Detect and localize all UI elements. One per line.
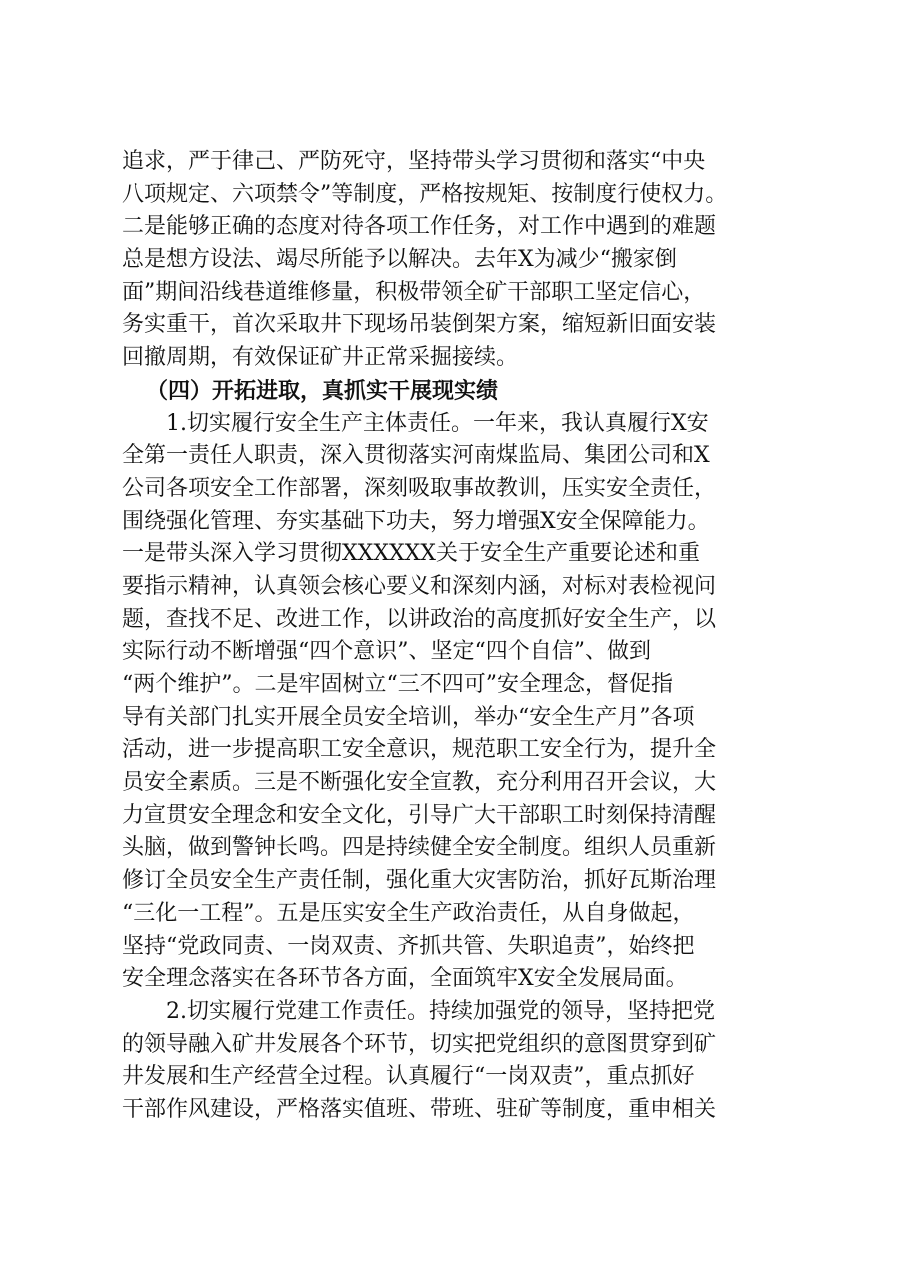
text-line: 头脑，做到警钟长鸣。四是持续健全安全制度。组织人员重新 [122, 835, 717, 861]
text-line: 公司各项安全工作部署，深刻吸取事故教训，压实安全责任， [122, 475, 717, 501]
text-line: 干部作风建设，严格落实值班、带班、驻矿等制度，重申相关 [122, 1096, 717, 1122]
document-body [122, 146, 802, 1127]
text-line: “两个维护”。二是牢固树立“三不四可”安全理念，督促指 [122, 672, 673, 697]
text-line: 的领导融入矿井发展各个环节，切实把党组织的意图贯穿到矿 [122, 1031, 717, 1057]
text-line: 追求，严于律己、严防死守，坚持带头学习贯彻和落实“中央 [122, 149, 706, 174]
text-line: 活动，进一步提高职工安全意识，规范职工安全行为，提升全 [122, 737, 717, 763]
text-line: 员安全素质。三是不断强化安全宣教，充分利用召开会议，大 [122, 770, 717, 796]
text-line: 1.切实履行安全生产主体责任。一年来，我认真履行X安 [166, 410, 709, 436]
text-line: 二是能够正确的态度对待各项工作任务，对工作中遇到的难题 [122, 214, 717, 240]
text-line: 实际行动不断增强“四个意识”、坚定“四个自信”、做到 [122, 639, 651, 665]
text-line: 井发展和生产经营全过程。认真履行“一岗双责”，重点抓好 [122, 1064, 695, 1090]
text-line: 力宣贯安全理念和安全文化，引导广大干部职工时刻保持清醒 [122, 802, 717, 828]
text-line: 要指示精神，认真领会核心要义和深刻内涵，对标对表检视问 [122, 573, 717, 599]
text-line: 一是带头深入学习贯彻XXXXXX关于安全生产重要论述和重 [122, 541, 700, 567]
text-line: 围绕强化管理、夯实基础下功夫，努力增强X安全保障能力。 [122, 508, 710, 534]
text-line: 修订全员安全生产责任制，强化重大灾害防治，抓好瓦斯治理 [122, 868, 717, 894]
text-line: 题，查找不足、改进工作，以讲政治的高度抓好安全生产，以 [122, 606, 717, 632]
text-line: 2.切实履行党建工作责任。持续加强党的领导，坚持把党 [166, 998, 715, 1024]
text-line: 导有关部门扎实开展全员安全培训，举办“安全生产月”各项 [122, 704, 695, 730]
text-line: “三化一工程”。五是压实安全生产政治责任，从自身做起， [122, 900, 695, 926]
section-heading: （四）开拓进取，真抓实干展现实绩 [146, 377, 499, 404]
text-line: 坚持“党政同责、一岗双责、齐抓共管、失职追责”，始终把 [122, 933, 695, 959]
text-line: 回撤周期，有效保证矿井正常采掘接续。 [122, 345, 519, 371]
text-line: 安全理念落实在各环节各方面，全面筑牢X安全发展局面。 [122, 966, 688, 992]
text-line: 务实重干，首次采取井下现场吊装倒架方案，缩短新旧面安装 [122, 312, 717, 338]
text-line: 全第一责任人职责，深入贯彻落实河南煤监局、集团公司和X [122, 443, 710, 469]
text-line: 面”期间沿线巷道维修量，积极带领全矿干部职工坚定信心， [122, 279, 706, 305]
text-line: 总是想方设法、竭尽所能予以解决。去年X为减少“搬家倒 [122, 247, 677, 273]
text-line: 八项规定、六项禁令”等制度，严格按规矩、按制度行使权力。 [122, 181, 728, 207]
